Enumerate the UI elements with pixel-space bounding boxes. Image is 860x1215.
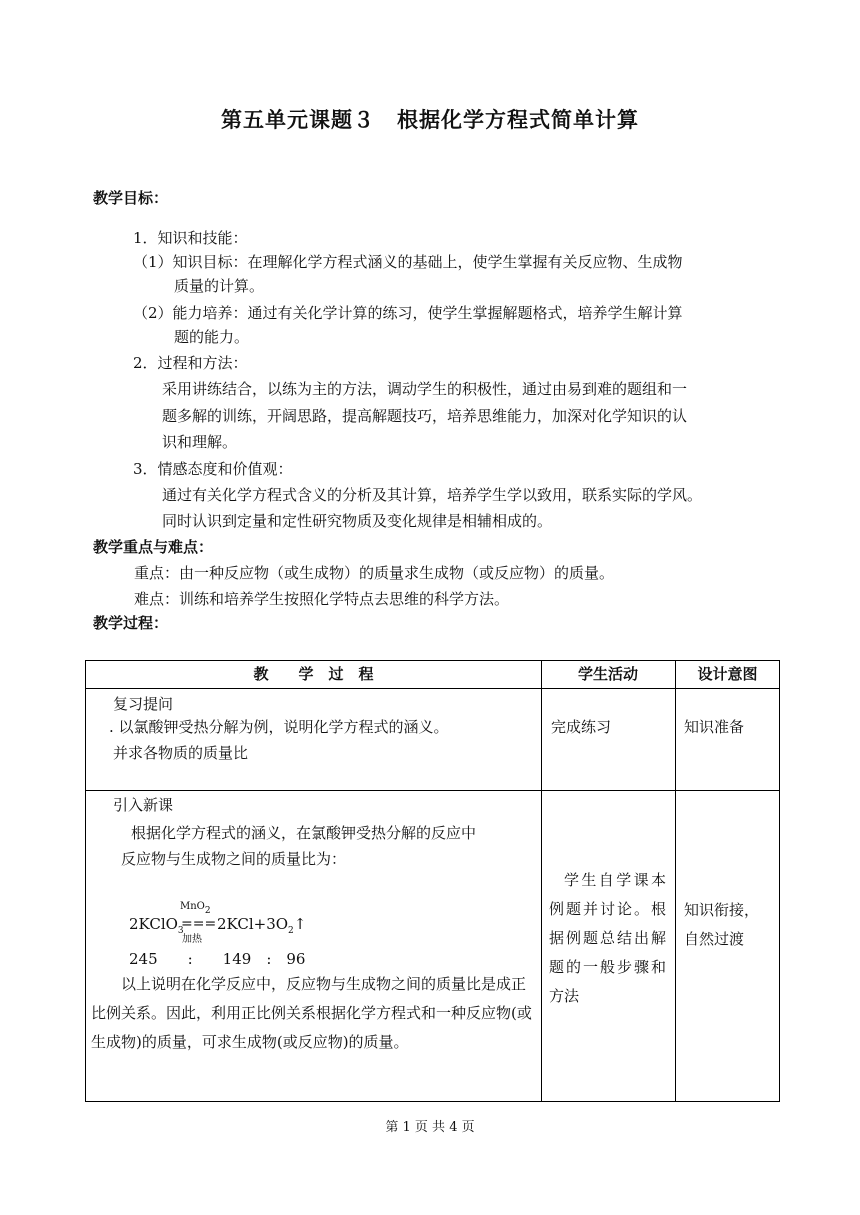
row1-intent: 知识准备	[684, 718, 745, 736]
equation-reactant: 2KClO$_3$	[129, 915, 184, 936]
row1-question: . 以氯酸钾受热分解为例，说明化学方程式的涵义。	[109, 718, 449, 736]
page-footer: 第 1 页 共 4 页	[385, 1120, 475, 1135]
difficulty-point: 难点：训练和培养学生按照化学特点去思维的科学方法。	[134, 590, 510, 608]
objective-1: 1．知识和技能：	[133, 229, 248, 247]
teaching-process-table	[85, 660, 780, 1102]
objective-2: 2．过程和方法：	[133, 354, 248, 372]
row1-question-cont: 并求各物质的质量比	[113, 744, 249, 762]
header-student-activity: 学生活动	[577, 665, 638, 683]
row1-heading: 复习提问	[113, 695, 174, 713]
column-divider	[675, 661, 676, 1101]
objective-1-1-cont: 质量的计算。	[174, 277, 265, 295]
catalyst-label: MnO2	[180, 901, 211, 916]
row2-text-1: 根据化学方程式的涵义，在氯酸钾受热分解的反应中	[131, 824, 477, 842]
objective-2-text-3: 识和理解。	[162, 433, 238, 451]
document-title: 第五单元课题３ 根据化学方程式简单计算	[221, 108, 639, 132]
process-heading: 教学过程：	[93, 614, 169, 632]
mass-ratio: 245 : 149 : 96	[129, 950, 306, 968]
column-divider	[541, 661, 542, 1101]
row2-heading: 引入新课	[113, 796, 174, 814]
row2-intent: 知识衔接，自然过渡	[684, 901, 760, 948]
row2-activity: 学生自学课本例题并讨论。根据例题总结出解题的一般步骤和方法	[549, 871, 666, 1005]
row2-explanation: 以上说明在化学反应中，反应物与生成物之间的质量比是成正比例关系。因此，利用正比例关系根据化学方程式和一种反应物(或生成物)的质量，可求生成物(或反应物)的质量。	[91, 975, 532, 1051]
keypoints-heading: 教学重点与难点：	[93, 538, 214, 556]
header-divider	[86, 688, 779, 689]
objective-3-text-2: 同时认识到定量和定性研究物质及变化规律是相辅相成的。	[162, 512, 553, 530]
objective-1-1: （1）知识目标：在理解化学方程式涵义的基础上，使学生掌握有关反应物、生成物	[133, 253, 683, 271]
row2-text-2: 反应物与生成物之间的质量比为：	[121, 850, 347, 868]
header-design-intent: 设计意图	[697, 665, 758, 683]
objective-1-2: （2）能力培养：通过有关化学计算的练习，使学生掌握解题格式，培养学生解计算	[133, 304, 683, 322]
objective-2-text-2: 题多解的训练，开阔思路，提高解题技巧，培养思维能力，加深对化学知识的认	[162, 407, 688, 425]
objective-3-text-1: 通过有关化学方程式含义的分析及其计算，培养学生学以致用，联系实际的学风。	[162, 486, 703, 504]
objective-3: 3．情感态度和价值观：	[133, 460, 293, 478]
header-process: 教 学 过 程	[253, 665, 374, 683]
objective-2-text-1: 采用讲练结合，以练为主的方法，调动学生的积极性，通过由易到难的题组和一	[162, 380, 688, 398]
objective-1-2-cont: 题的能力。	[174, 328, 250, 346]
row-divider	[86, 790, 779, 791]
objectives-heading: 教学目标：	[93, 189, 169, 207]
equation-arrow: ===	[181, 916, 217, 932]
equation-products: $2KCl+3O_2↑$	[217, 915, 307, 936]
condition-label: 加热	[182, 934, 202, 945]
row1-activity: 完成练习	[551, 718, 612, 736]
focus-point: 重点：由一种反应物（或生成物）的质量求生成物（或反应物）的质量。	[134, 564, 615, 582]
